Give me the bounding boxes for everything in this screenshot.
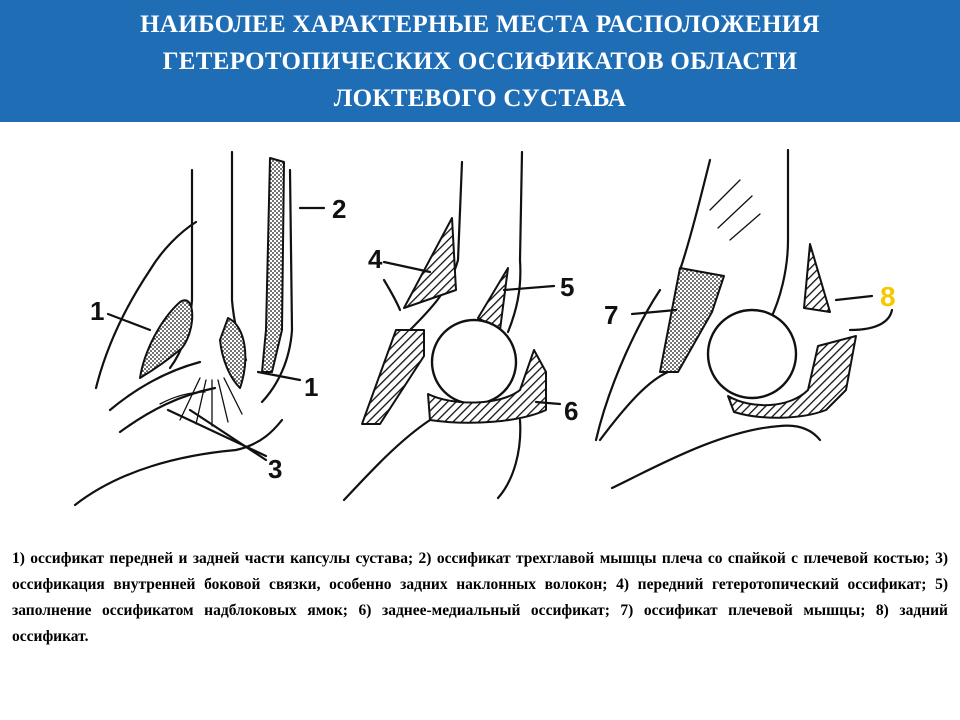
humeral-trochlea <box>708 310 796 398</box>
title-line-3: ЛОКТЕВОГО СУСТАВА <box>333 84 627 112</box>
label-1-anterior: 1 <box>90 296 105 326</box>
figure-3-medial-elbow <box>596 150 892 488</box>
slide-title <box>0 0 960 122</box>
leader-1a <box>108 314 150 330</box>
title-line-1: НАИБОЛЕЕ ХАРАКТЕРНЫЕ МЕСТА РАСПОЛОЖЕНИЯ <box>140 10 820 38</box>
medial-ossificate <box>362 330 424 424</box>
humeral-trochlea <box>432 320 516 404</box>
elbow-ossification-diagrams <box>0 128 960 528</box>
label-7: 7 <box>604 300 619 330</box>
figure-caption: 1) оссификат передней и задней части капсулы сустава; 2) оссификат трехглавой мышцы плеча со спайкой с плечевой костью; 3) оссификация внутренней боковой связки, особенно задних наклонных волокон; 4) передний гетеротопический оссификат; 5) заполнение оссификатом надблоковых ямок; 6) заднее-медиальный оссификат; 7) оссификат плечевой мышцы; 8) задний оссификат. <box>12 550 948 645</box>
leader-7 <box>632 310 676 314</box>
triceps-ossificate-shape <box>262 158 284 372</box>
leader-5 <box>504 286 554 290</box>
posterior-ossificate-upper <box>804 244 830 312</box>
figure-1-lateral-elbow <box>75 152 324 505</box>
leader-8 <box>836 296 872 300</box>
leader-3b <box>190 410 266 460</box>
figure-2-posterior-elbow <box>344 152 560 500</box>
label-4: 4 <box>368 244 383 274</box>
label-6: 6 <box>564 396 579 426</box>
title-line-2: ГЕТЕРОТОПИЧЕСКИХ ОССИФИКАТОВ ОБЛАСТИ <box>162 47 798 75</box>
label-3: 3 <box>268 454 283 484</box>
label-8: 8 <box>880 281 896 312</box>
label-5: 5 <box>560 272 575 302</box>
label-1-posterior: 1 <box>304 372 319 402</box>
label-2: 2 <box>332 194 347 224</box>
anterior-ossificate <box>404 218 456 308</box>
leader-4 <box>384 262 430 272</box>
